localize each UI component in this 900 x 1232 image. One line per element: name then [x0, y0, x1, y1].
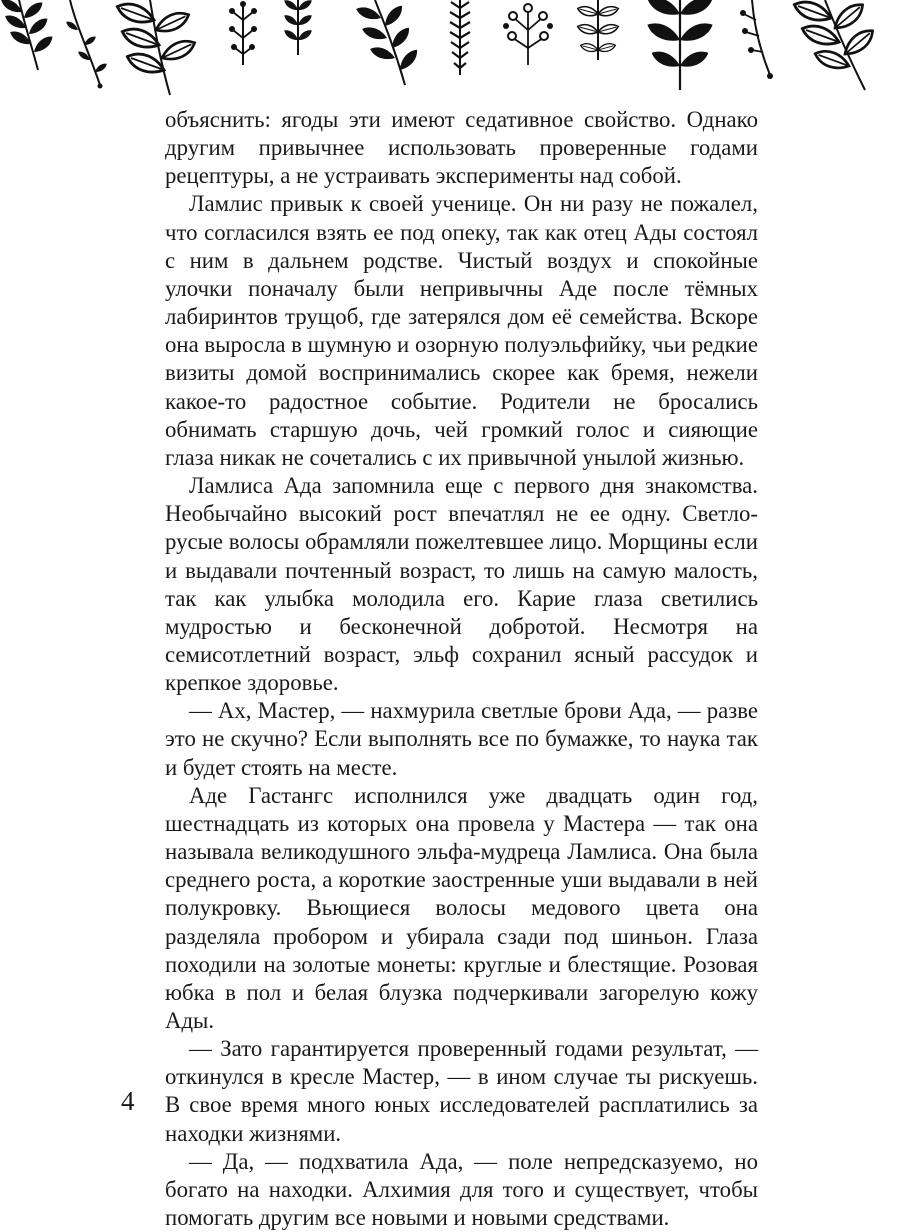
sprig-10	[645, 0, 716, 90]
paragraph: — Да, — подхватила Ада, — поле непредсказуемо, но богато на находки. Алхимия для того и существует, чтобы помогать другим все новыми и новыми средствами.	[165, 1148, 758, 1231]
sprig-1	[0, 0, 55, 70]
paragraph: — Ах, Мастер, — нахмурила светлые брови Ада, — разве это не скучно? Если выполнять все по бумажке, то наука так и будет стоять на месте.	[165, 698, 758, 780]
page-body-text	[165, 106, 758, 1232]
paragraph: объяснить: ягоды эти имеют седативное свойство. Однако другим привычнее использовать проверенные годами рецептуры, а не устраивать эксперименты над собой.	[165, 107, 758, 189]
sprig-8	[503, 4, 553, 65]
sprig-7	[450, 0, 470, 75]
sprig-3	[115, 0, 198, 95]
leaf-garland-ornament	[0, 0, 900, 100]
sprig-5	[282, 0, 313, 55]
paragraph: Ламлиса Ада запомнила еще с первого дня знакомства. Необычайно высокий рост впечатлял не ее одну. Светло-русые волосы обрамляли пожелтевшее лицо. Морщины если и выдавали почтенный возраст, то лишь на самую малость, так как улыбка молодила его. Карие глаза светились мудростью и бесконечной добротой. Несмотря на семисотлетний возраст, эльф сохранил ясный рассудок и крепкое здоровье.	[165, 473, 758, 696]
sprig-12	[792, 0, 878, 90]
sprig-2	[65, 0, 109, 89]
page-number: 4	[121, 1086, 135, 1116]
sprig-4	[229, 1, 257, 65]
sprig-11	[740, 0, 773, 79]
sprig-9	[577, 0, 620, 60]
paragraph: Ламлис привык к своей ученице. Он ни разу не пожалел, что согласился взять ее под опеку, так как отец Ады состоял с ним в дальнем родстве. Чистый воздух и спокойные улочки поначалу были непривычны Аде после тёмных лабиринтов трущоб, где затерялся дом её семейства. Вскоре она выросла в шумную и озорную полуэльфийку, чьи редкие визиты домой воспринимались скорее как бремя, нежели какое-то радостное событие. Родители не бросались обнимать старшую дочь, чей громкий голос и сияющие глаза никак не сочетались с их привычной унылой жизнью.	[165, 191, 758, 470]
paragraph: — Зато гарантируется проверенный годами результат, — откинулся в кресле Мастер, — в ином случае ты рискуешь. В свое время много юных исследователей расплатились за находки жизнями.	[165, 1036, 758, 1146]
sprig-6	[354, 0, 420, 85]
paragraph: Аде Гастангс исполнился уже двадцать один год, шестнадцать из которых она провела у Мастера — так она называла великодушного эльфа-мудреца Ламлиса. Она была среднего роста, а короткие заостренные уши выдавали в ней полукровку. Вьющиеся волосы медового цвета она разделяла пробором и убирала сзади под шиньон. Глаза походили на золотые монеты: круглые и блестящие. Розовая юбка в пол и белая блузка подчеркивали загорелую кожу Ады.	[165, 782, 758, 1033]
